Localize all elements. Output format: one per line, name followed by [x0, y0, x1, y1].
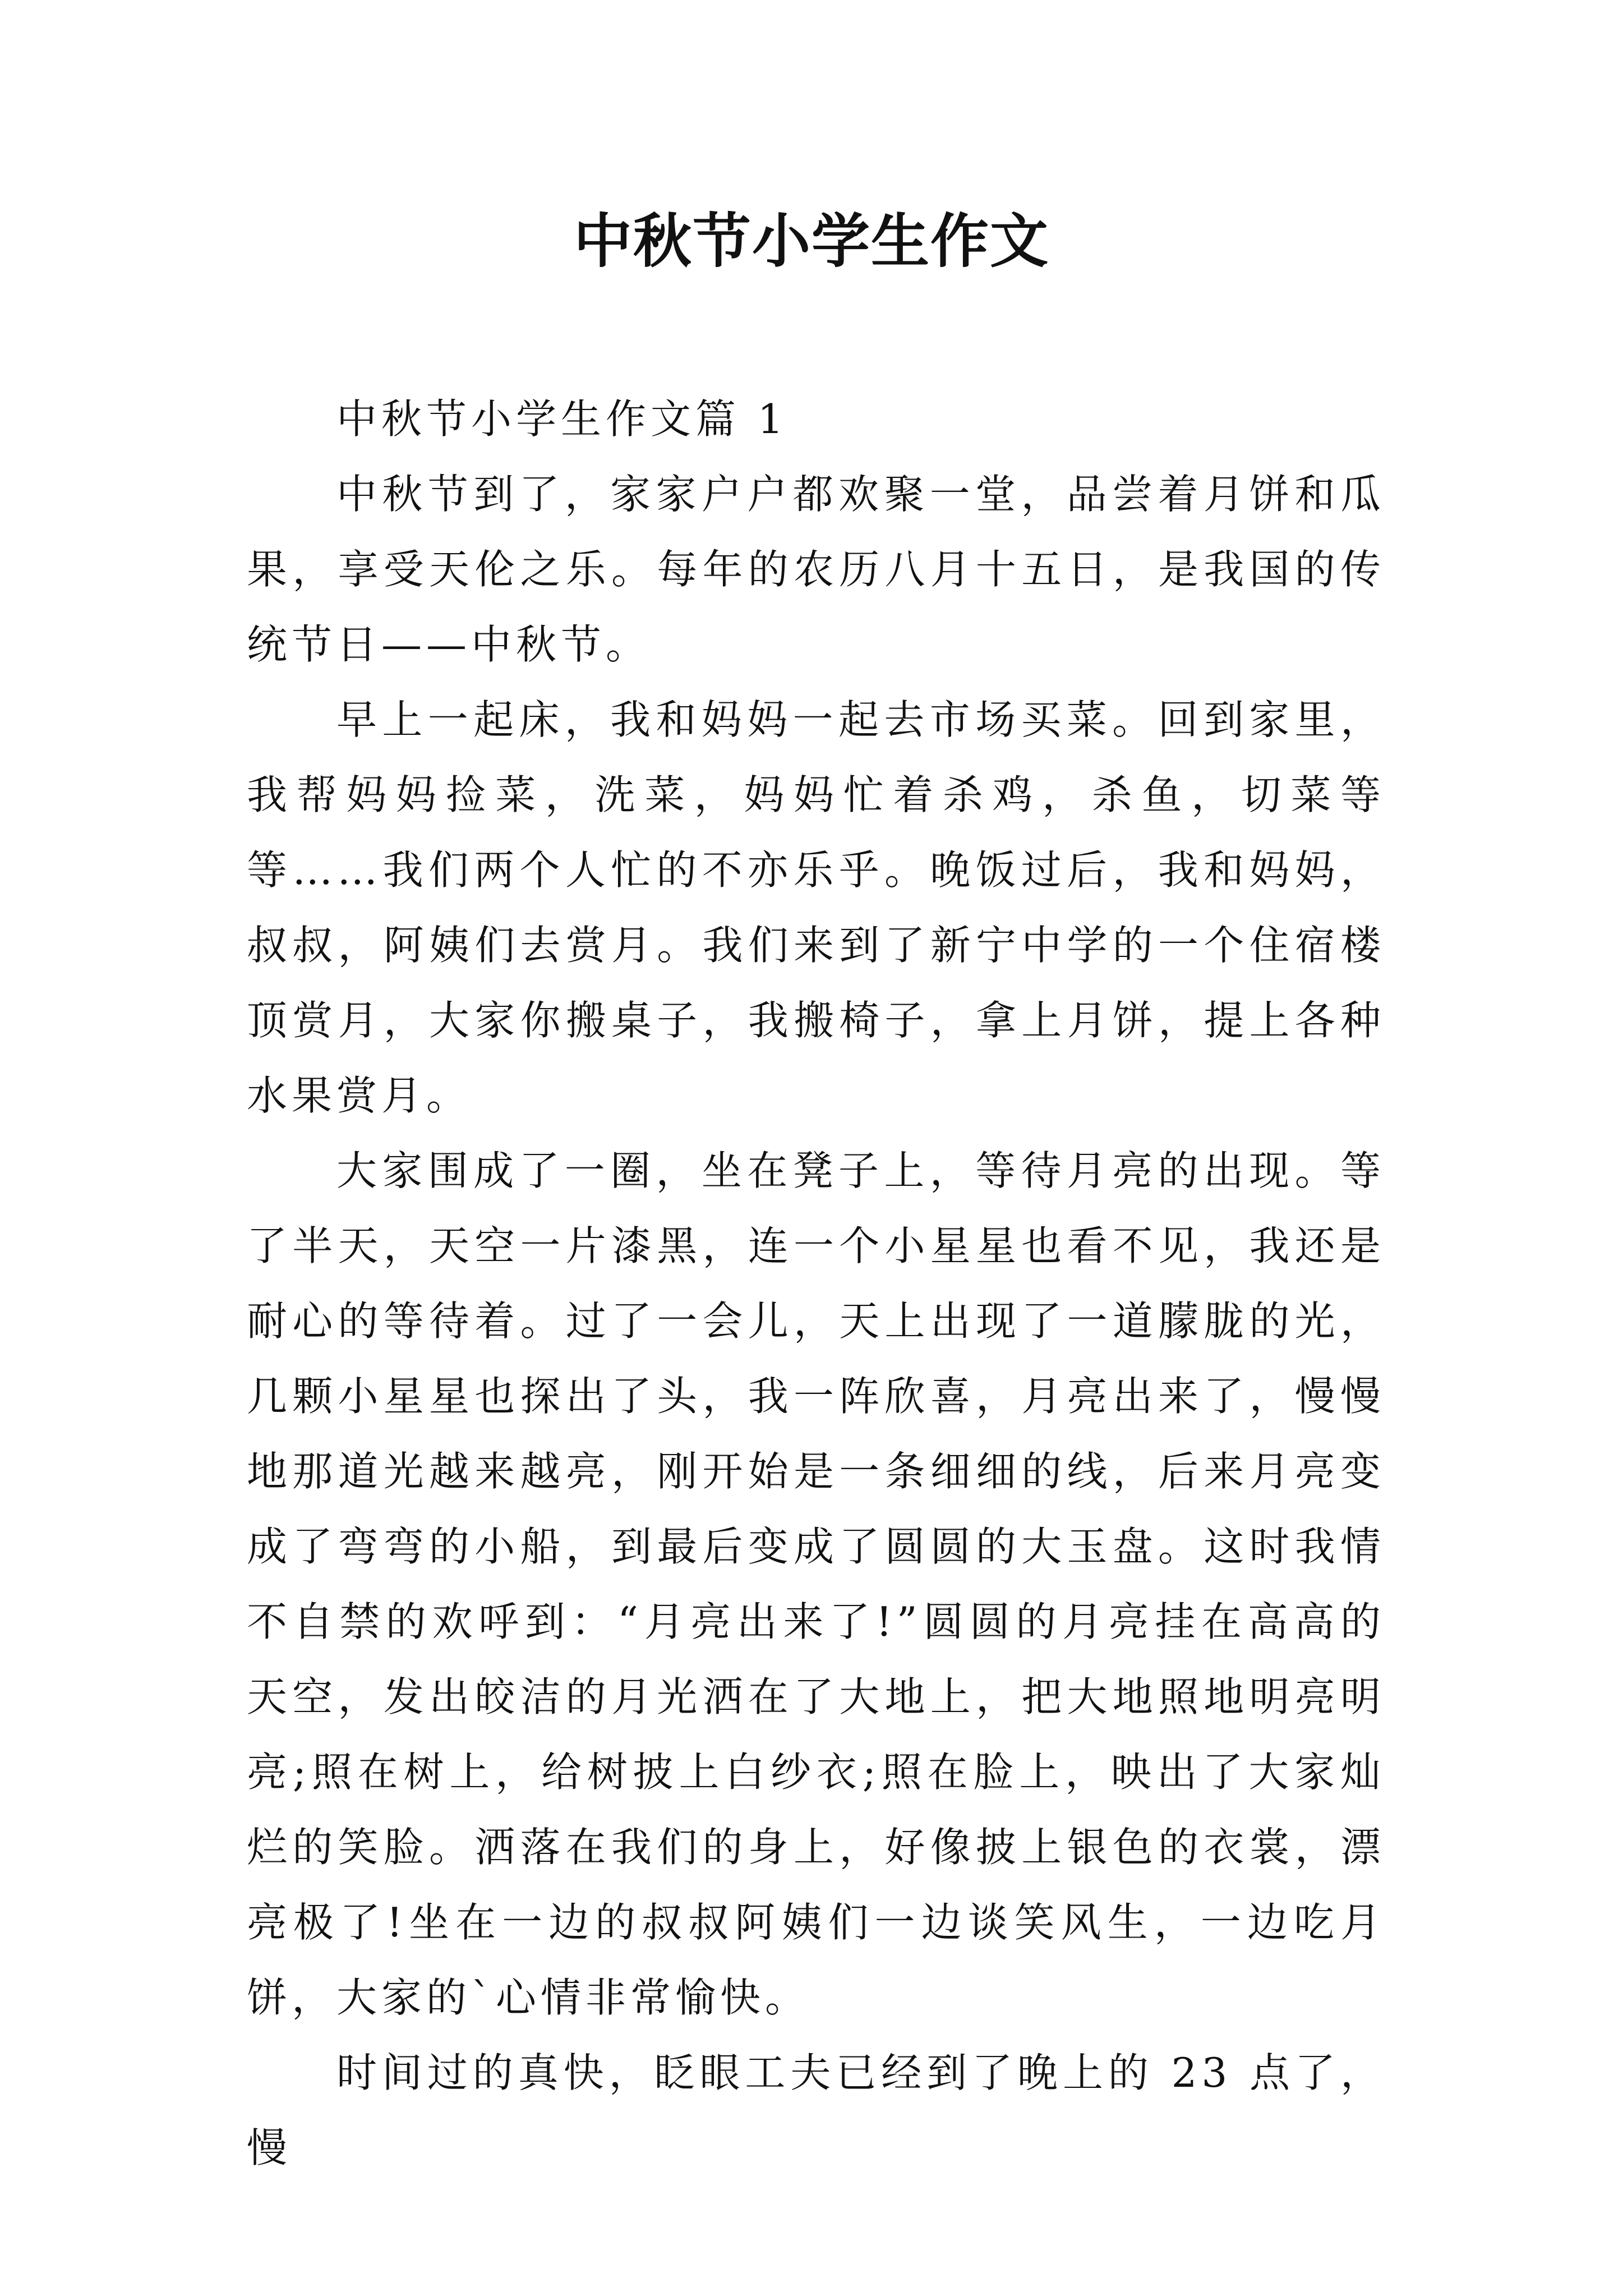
- document-title: 中秋节小学生作文: [573, 206, 1049, 275]
- document-body: [247, 381, 1385, 2185]
- section-heading: 中秋节小学生作文篇 1: [336, 395, 788, 443]
- paragraph: 时间过的真快，眨眼工夫已经到了晚上的 23 点了，慢: [247, 2049, 1385, 2171]
- paragraph: 早上一起床，我和妈妈一起去市场买菜。回到家里，我帮妈妈捡菜，洗菜，妈妈忙着杀鸡，杀鱼，切菜等等……我们两个人忙的不亦乐乎。晚饭过后，我和妈妈，叔叔，阿姨们去赏月。我们来到了新宁中学的一个住宿楼顶赏月，大家你搬桌子，我搬椅子，拿上月饼，提上各种水果赏月。: [247, 696, 1385, 1119]
- paragraph: 大家围成了一圈，坐在凳子上，等待月亮的出现。等了半天，天空一片漆黑，连一个小星星也看不见，我还是耐心的等待着。过了一会儿，天上出现了一道朦胧的光，几颗小星星也探出了头，我一阵欣喜，月亮出来了，慢慢地那道光越来越亮，刚开始是一条细细的线，后来月亮变成了弯弯的小船，到最后变成了圆圆的大玉盘。这时我情不自禁的欢呼到：“月亮出来了!”圆圆的月亮挂在高高的天空，发出皎洁的月光洒在了大地上，把大地照地明亮明亮;照在树上，给树披上白纱衣;照在脸上，映出了大家灿烂的笑脸。洒落在我们的身上，好像披上银色的衣裳，漂亮极了!坐在一边的叔叔阿姨们一边谈笑风生，一边吃月饼，大家的`心情非常愉快。: [247, 1147, 1385, 2021]
- paragraph: 中秋节到了，家家户户都欢聚一堂，品尝着月饼和瓜果，享受天伦之乐。每年的农历八月十五日，是我国的传统节日——中秋节。: [247, 471, 1385, 668]
